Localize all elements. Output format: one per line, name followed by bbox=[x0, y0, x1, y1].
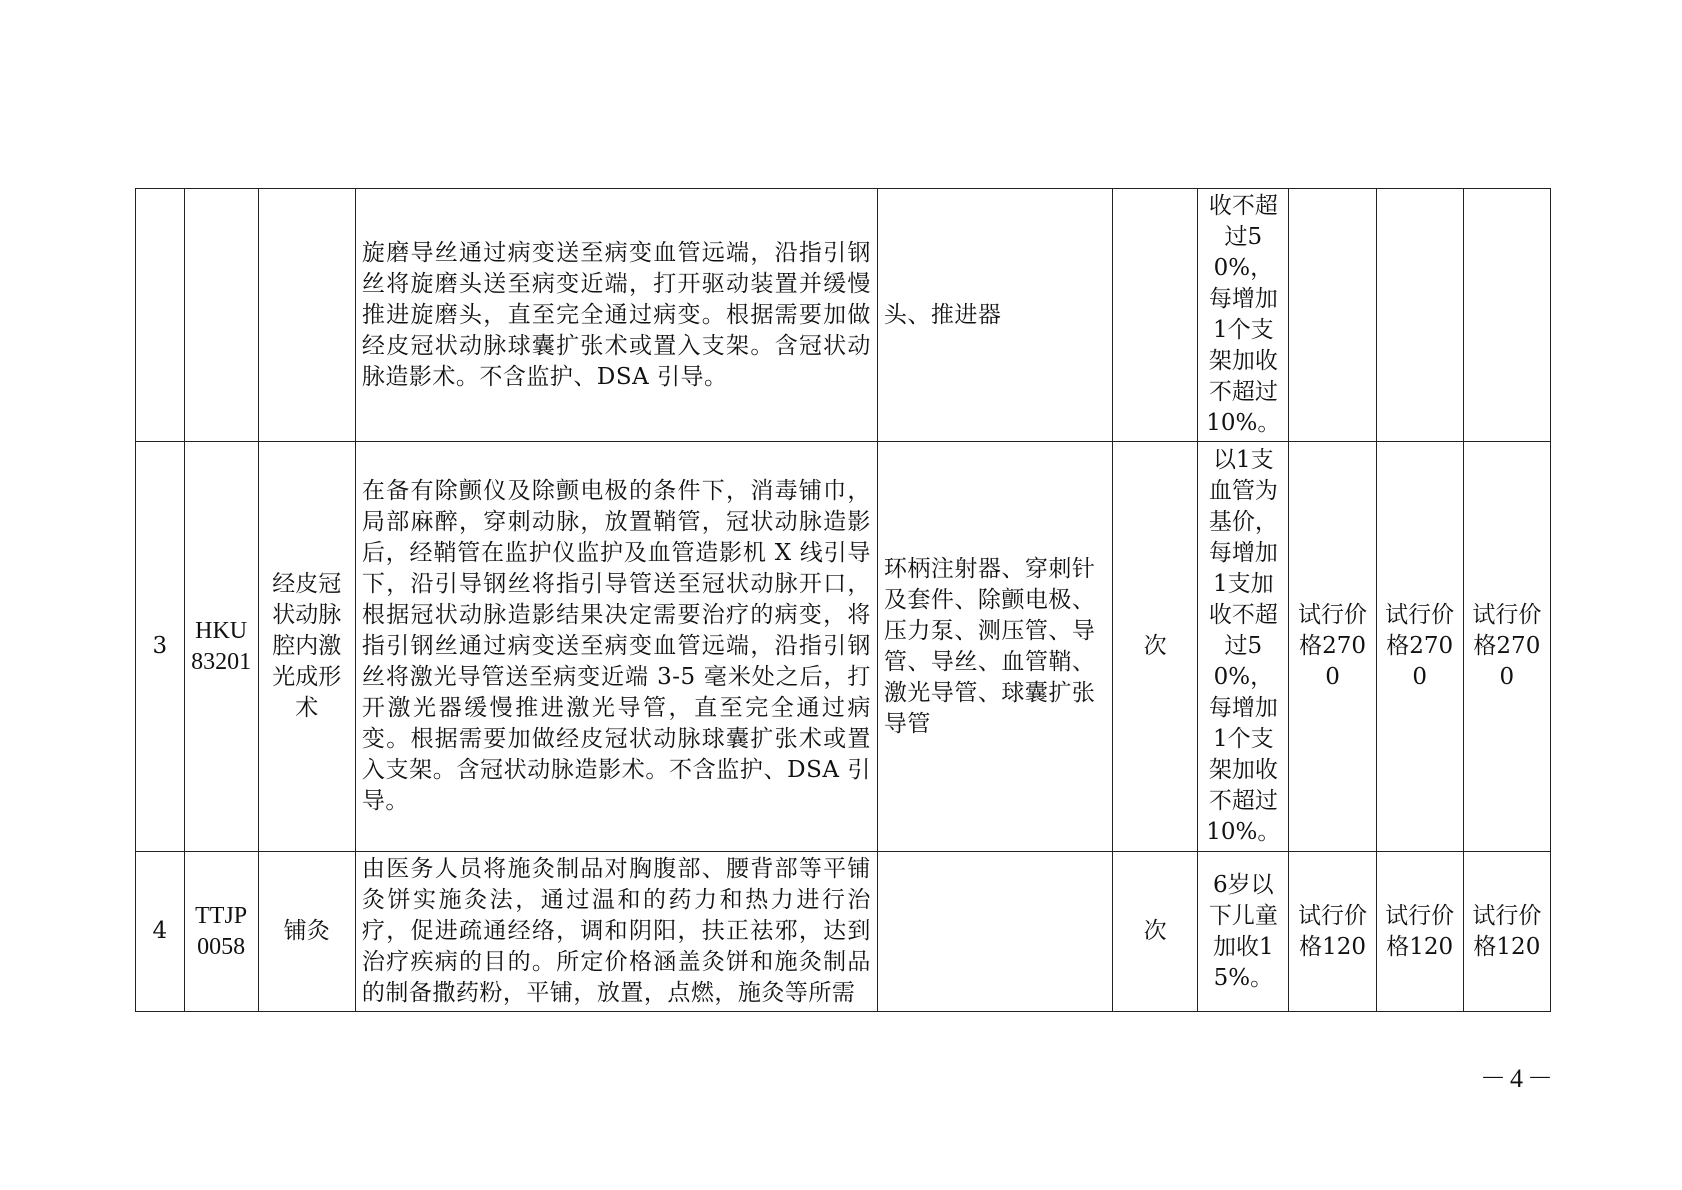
item-number-cell: 3 bbox=[136, 442, 185, 852]
price-cell: 试行价格120 bbox=[1289, 852, 1376, 1012]
note-cell: 6岁以下儿童加收15%。 bbox=[1198, 852, 1289, 1012]
item-code-cell: TTJP0058 bbox=[184, 852, 258, 1012]
item-content-cell: 由医务人员将施灸制品对胸腹部、腰背部等平铺灸饼实施灸法，通过温和的药力和热力进行治疗，促进疏通经络，调和阴阳，扶正祛邪，达到治疗疾病的目的。所定价格涵盖灸饼和施灸制品的制备撒药粉，平铺，放置，点燃，施灸等所需 bbox=[355, 852, 877, 1012]
table-row bbox=[136, 442, 1551, 852]
item-content-cell: 在备有除颤仪及除颤电极的条件下，消毒铺巾，局部麻醉，穿刺动脉，放置鞘管，冠状动脉造影后，经鞘管在监护仪监护及血管造影机 X 线引导下，沿引导钢丝将指引导管送至冠状动脉开口，根据冠状动脉造影结果决定需要治疗的病变，将指引钢丝通过病变送至病变血管远端，沿指引钢丝将激光导管送至病变近端 3-5 毫米处之后，打开激光器缓慢推进激光导管，直至完全通过病变。根据需要加做经皮冠状动脉球囊扩张术或置入支架。含冠状动脉造影术。不含监护、DSA 引导。 bbox=[355, 442, 877, 852]
item-number-cell: 4 bbox=[136, 852, 185, 1012]
price-cell: 试行价格120 bbox=[1376, 852, 1463, 1012]
unit-cell: 次 bbox=[1113, 852, 1198, 1012]
price-cell: 试行价格120 bbox=[1463, 852, 1550, 1012]
unit-cell bbox=[1113, 189, 1198, 442]
unit-cell: 次 bbox=[1113, 442, 1198, 852]
item-name-cell: 铺灸 bbox=[258, 852, 355, 1012]
excluded-items-cell bbox=[877, 852, 1112, 1012]
note-cell: 以1支血管为基价，每增加1支加收不超过50%，每增加1个支架加收不超过10%。 bbox=[1198, 442, 1289, 852]
item-code-cell bbox=[184, 189, 258, 442]
item-number-cell bbox=[136, 189, 185, 442]
note-cell: 收不超过50%，每增加1个支架加收不超过10%。 bbox=[1198, 189, 1289, 442]
price-cell: 试行价格2700 bbox=[1376, 442, 1463, 852]
table-row bbox=[136, 852, 1551, 1012]
item-code-cell: HKU83201 bbox=[184, 442, 258, 852]
price-cell bbox=[1376, 189, 1463, 442]
item-name-cell: 经皮冠状动脉腔内激光成形术 bbox=[258, 442, 355, 852]
price-table bbox=[135, 188, 1551, 1012]
item-content-cell: 旋磨导丝通过病变送至病变血管远端，沿指引钢丝将旋磨头送至病变近端，打开驱动装置并缓慢推进旋磨头，直至完全通过病变。根据需要加做经皮冠状动脉球囊扩张术或置入支架。含冠状动脉造影术。不含监护、DSA 引导。 bbox=[355, 189, 877, 442]
price-cell: 试行价格2700 bbox=[1289, 442, 1376, 852]
excluded-items-cell: 头、推进器 bbox=[877, 189, 1112, 442]
table-row bbox=[136, 189, 1551, 442]
page-number: －4－ bbox=[1480, 1064, 1558, 1093]
item-name-cell bbox=[258, 189, 355, 442]
price-cell bbox=[1289, 189, 1376, 442]
excluded-items-cell: 环柄注射器、穿刺针及套件、除颤电极、压力泵、测压管、导管、导丝、血管鞘、激光导管、球囊扩张导管 bbox=[877, 442, 1112, 852]
price-cell: 试行价格2700 bbox=[1463, 442, 1550, 852]
price-cell bbox=[1463, 189, 1550, 442]
